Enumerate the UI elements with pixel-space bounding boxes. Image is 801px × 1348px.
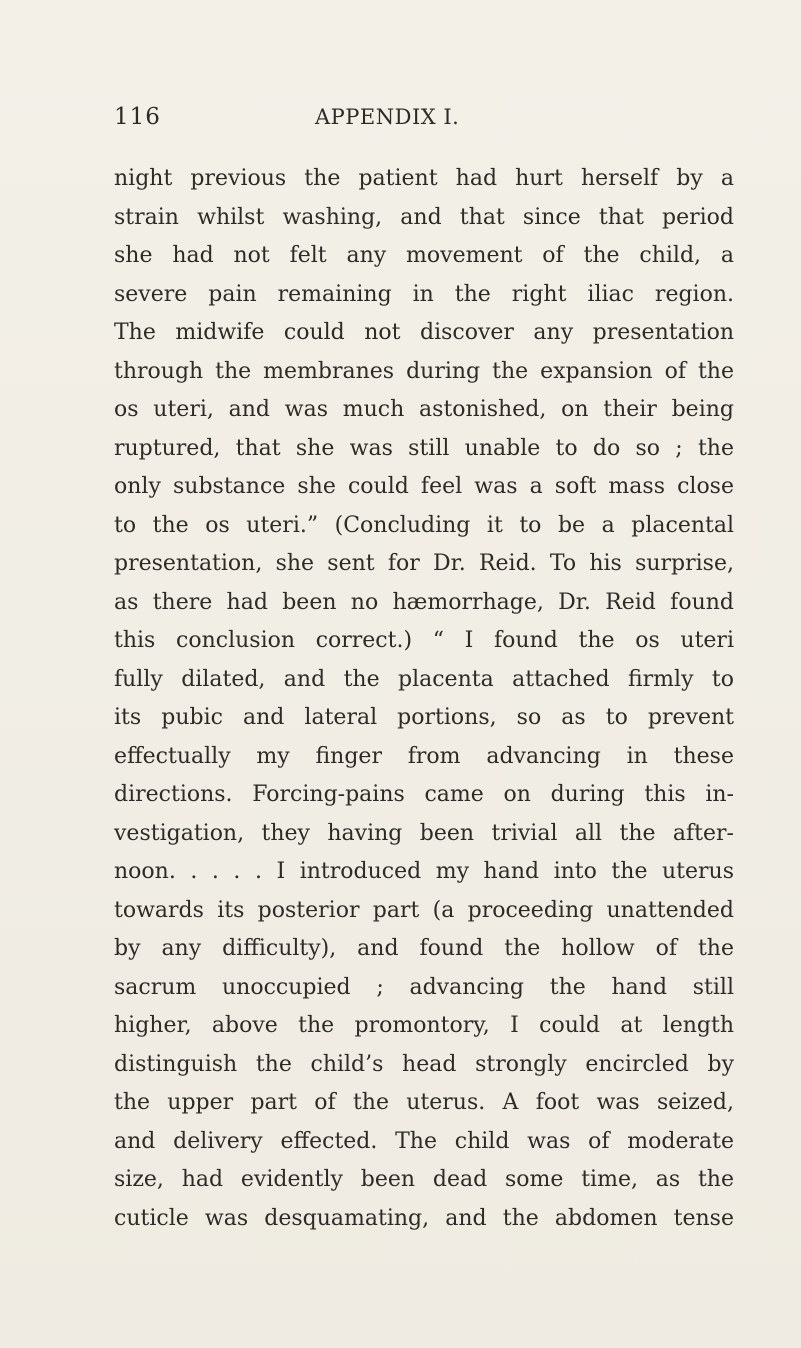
text-line: noon. . . . . I introduced my hand into the uterus bbox=[114, 859, 734, 884]
text-line: by any difficulty), and found the hollow of the bbox=[114, 936, 734, 961]
text-line: higher, above the promontory, I could at length bbox=[114, 1013, 734, 1038]
text-line: this conclusion correct.) “ I found the os uteri bbox=[114, 628, 734, 653]
text-line: size, had evidently been dead some time, as the bbox=[114, 1167, 734, 1192]
text-line: presentation, she sent for Dr. Reid. To his surprise, bbox=[114, 551, 734, 576]
text-line: sacrum unoccupied ; advancing the hand still bbox=[114, 974, 734, 1000]
text-line: strain whilst washing, and that since that period bbox=[114, 204, 734, 230]
text-line: os uteri, and was much astonished, on their being bbox=[114, 397, 734, 422]
text-line: its pubic and lateral portions, so as to prevent bbox=[114, 705, 734, 730]
text-line: fully dilated, and the placenta attached firmly to bbox=[114, 666, 734, 692]
text-line: towards its posterior part (a proceeding unattended bbox=[114, 897, 734, 923]
text-line: effectually my finger from advancing in these bbox=[114, 743, 734, 769]
text-line: to the os uteri.” (Concluding it to be a placental bbox=[114, 512, 734, 538]
text-line: the upper part of the uterus. A foot was seized, bbox=[114, 1090, 734, 1115]
text-line: severe pain remaining in the right iliac region. bbox=[114, 281, 734, 307]
text-line: cuticle was desquamating, and the abdomen tense bbox=[114, 1205, 734, 1231]
running-head: APPENDIX I. bbox=[315, 105, 460, 129]
text-line: and delivery effected. The child was of moderate bbox=[114, 1128, 734, 1154]
text-line: she had not felt any movement of the child, a bbox=[114, 243, 734, 268]
page-header bbox=[114, 102, 714, 138]
text-line: directions. Forcing-pains came on during this in- bbox=[114, 782, 734, 807]
text-line: as there had been no hæmorrhage, Dr. Reid found bbox=[114, 589, 734, 615]
text-line: distinguish the child’s head strongly encircled by bbox=[114, 1051, 734, 1077]
text-line: only substance she could feel was a soft mass close bbox=[114, 474, 734, 499]
page-number: 116 bbox=[114, 104, 161, 130]
text-line: The midwife could not discover any presentation bbox=[114, 320, 734, 345]
text-line: night previous the patient had hurt herself by a bbox=[114, 166, 734, 191]
text-line: vestigation, they having been trivial all the after- bbox=[114, 820, 734, 846]
text-line: through the membranes during the expansion of the bbox=[114, 358, 734, 384]
body-text bbox=[114, 160, 734, 1238]
text-line: ruptured, that she was still unable to do so ; the bbox=[114, 435, 734, 461]
